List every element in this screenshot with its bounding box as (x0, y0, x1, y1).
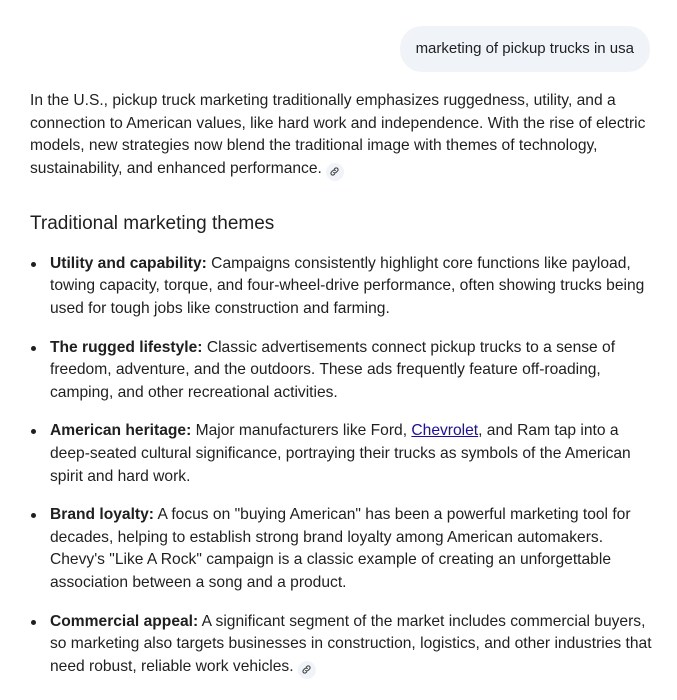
themes-list (30, 253, 656, 679)
user-query-bubble (400, 26, 650, 72)
item-title: The rugged lifestyle: (50, 338, 203, 356)
list-item (30, 420, 656, 488)
item-text: A significant segment of the market includes commercial buyers, so marketing also targets businesses in construction, logistics, and other industries that need robust, reliable work vehicles. (50, 612, 652, 675)
source-link-button[interactable] (298, 661, 316, 679)
item-title: American heritage: (50, 422, 192, 440)
response-body (30, 90, 656, 695)
item-text: Classic advertisements connect pickup trucks to a sense of freedom, adventure, and the outdoors. These ads frequently feature off-roading, camping, and other recreational activities. (50, 338, 616, 401)
item-title: Utility and capability: (50, 254, 207, 272)
bullet (31, 620, 36, 625)
list-item (30, 504, 656, 594)
item-title: Commercial appeal: (50, 612, 199, 630)
list-item (30, 337, 656, 405)
chevrolet-link[interactable]: Chevrolet (411, 422, 479, 440)
bullet (31, 262, 36, 267)
link-icon (301, 664, 312, 675)
item-text-after: , and Ram tap into a deep-seated cultural significance, portraying their trucks as symbols of the American spirit and hard work. (50, 422, 631, 485)
item-text: A focus on "buying American" has been a powerful marketing tool for decades, helping to establish strong brand loyalty among American automakers. Chevy's "Like A Rock" campaign is a classic example of creating an unforgettable association between a song and a product. (50, 506, 631, 591)
item-title: Brand loyalty: (50, 506, 154, 524)
bullet (31, 346, 36, 351)
intro-text: In the U.S., pickup truck marketing traditionally emphasizes ruggedness, utility, and a connection to American values, like hard work and independence. With the rise of electric models, new strategies now blend the traditional image with themes of technology, sustainability, and enhanced performance. (30, 92, 646, 177)
section-heading: Traditional marketing themes (30, 212, 275, 234)
source-link-button[interactable] (326, 163, 344, 181)
user-query-text: marketing of pickup trucks in usa (415, 40, 634, 57)
intro-paragraph (30, 90, 656, 181)
item-text-before: Major manufacturers like Ford, (191, 422, 412, 440)
list-item (30, 253, 656, 321)
bullet (31, 513, 36, 518)
item-text: Campaigns consistently highlight core functions like payload, towing capacity, torque, and four-wheel-drive performance, often showing trucks being used for tough jobs like construction and farming. (50, 254, 645, 317)
link-icon (329, 166, 340, 177)
bullet (31, 429, 36, 434)
list-item (30, 611, 656, 679)
